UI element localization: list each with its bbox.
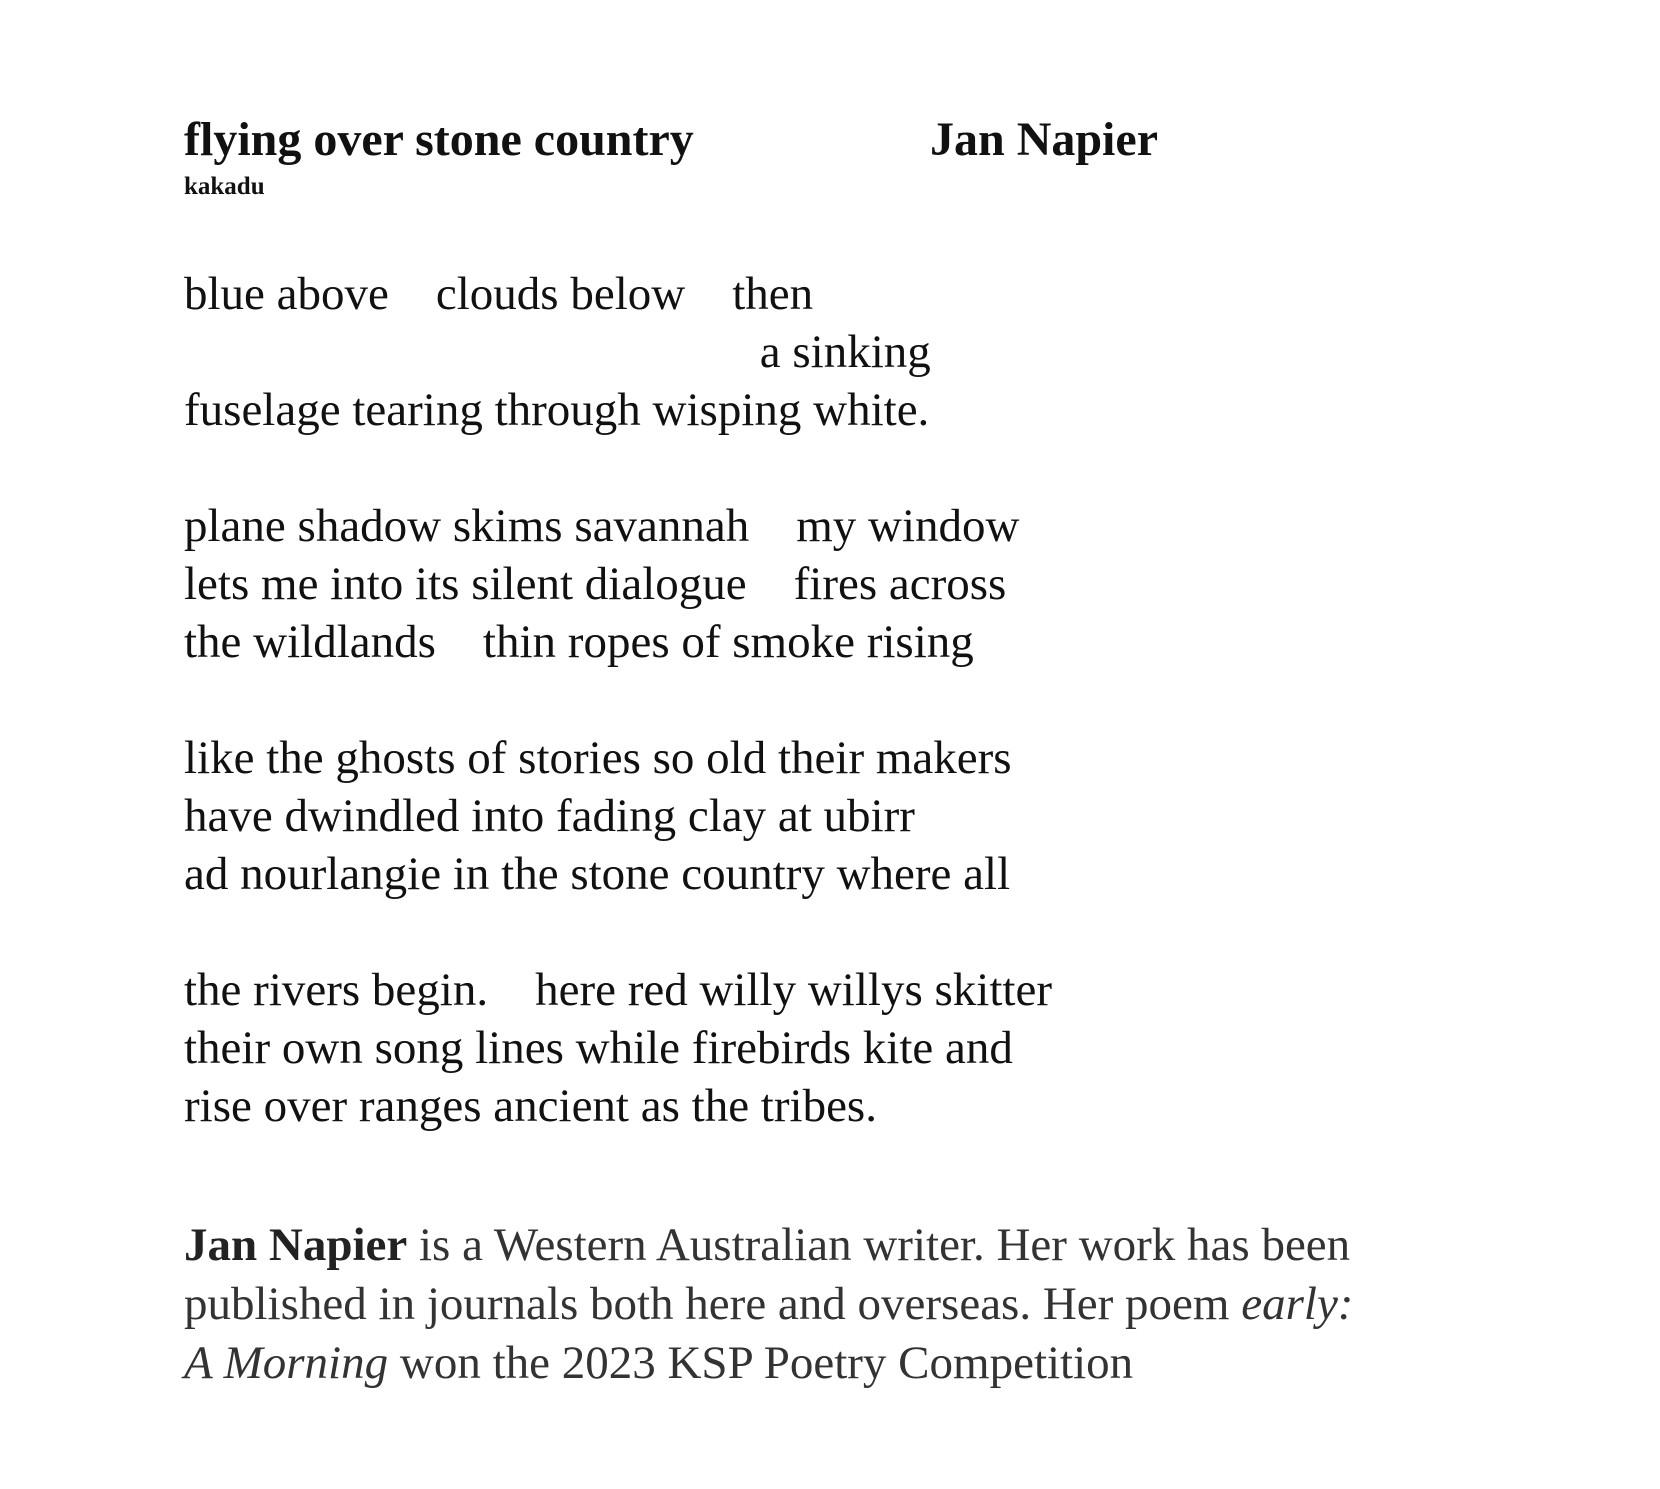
poem-subtitle: kakadu <box>184 173 265 200</box>
poem-line: fuselage tearing through wisping white. <box>184 384 930 436</box>
poem-line: plane shadow skims savannah my window <box>184 500 1020 552</box>
bio-text: published in journals both here and overseas. Her poem <box>184 1278 1242 1330</box>
author-bio <box>184 1216 1353 1393</box>
bio-text: is a Western Australian writer. Her work has been <box>407 1219 1351 1271</box>
poem-line: ad nourlangie in the stone country where all <box>184 848 1011 900</box>
poem-line: have dwindled into fading clay at ubirr <box>184 790 915 842</box>
poem-line: lets me into its silent dialogue fires across <box>184 558 1007 610</box>
poem-title: flying over stone country <box>184 113 694 166</box>
poem-line: their own song lines while firebirds kite and <box>184 1022 1013 1074</box>
bio-author-name: Jan Napier <box>184 1219 408 1271</box>
poem-author: Jan Napier <box>930 113 1158 166</box>
poem-line: blue above clouds below then <box>184 268 814 320</box>
poem-line: the rivers begin. here red willy willys skitter <box>184 964 1052 1016</box>
poem-line: a sinking <box>184 326 931 378</box>
bio-poem-title: A Morning <box>184 1337 389 1389</box>
poem-line: rise over ranges ancient as the tribes. <box>184 1080 877 1132</box>
poem-line: like the ghosts of stories so old their makers <box>184 732 1012 784</box>
bio-text: won the 2023 KSP Poetry Competition <box>388 1337 1134 1389</box>
bio-poem-title: early: <box>1241 1278 1354 1330</box>
poem-line: the wildlands thin ropes of smoke rising <box>184 616 974 668</box>
